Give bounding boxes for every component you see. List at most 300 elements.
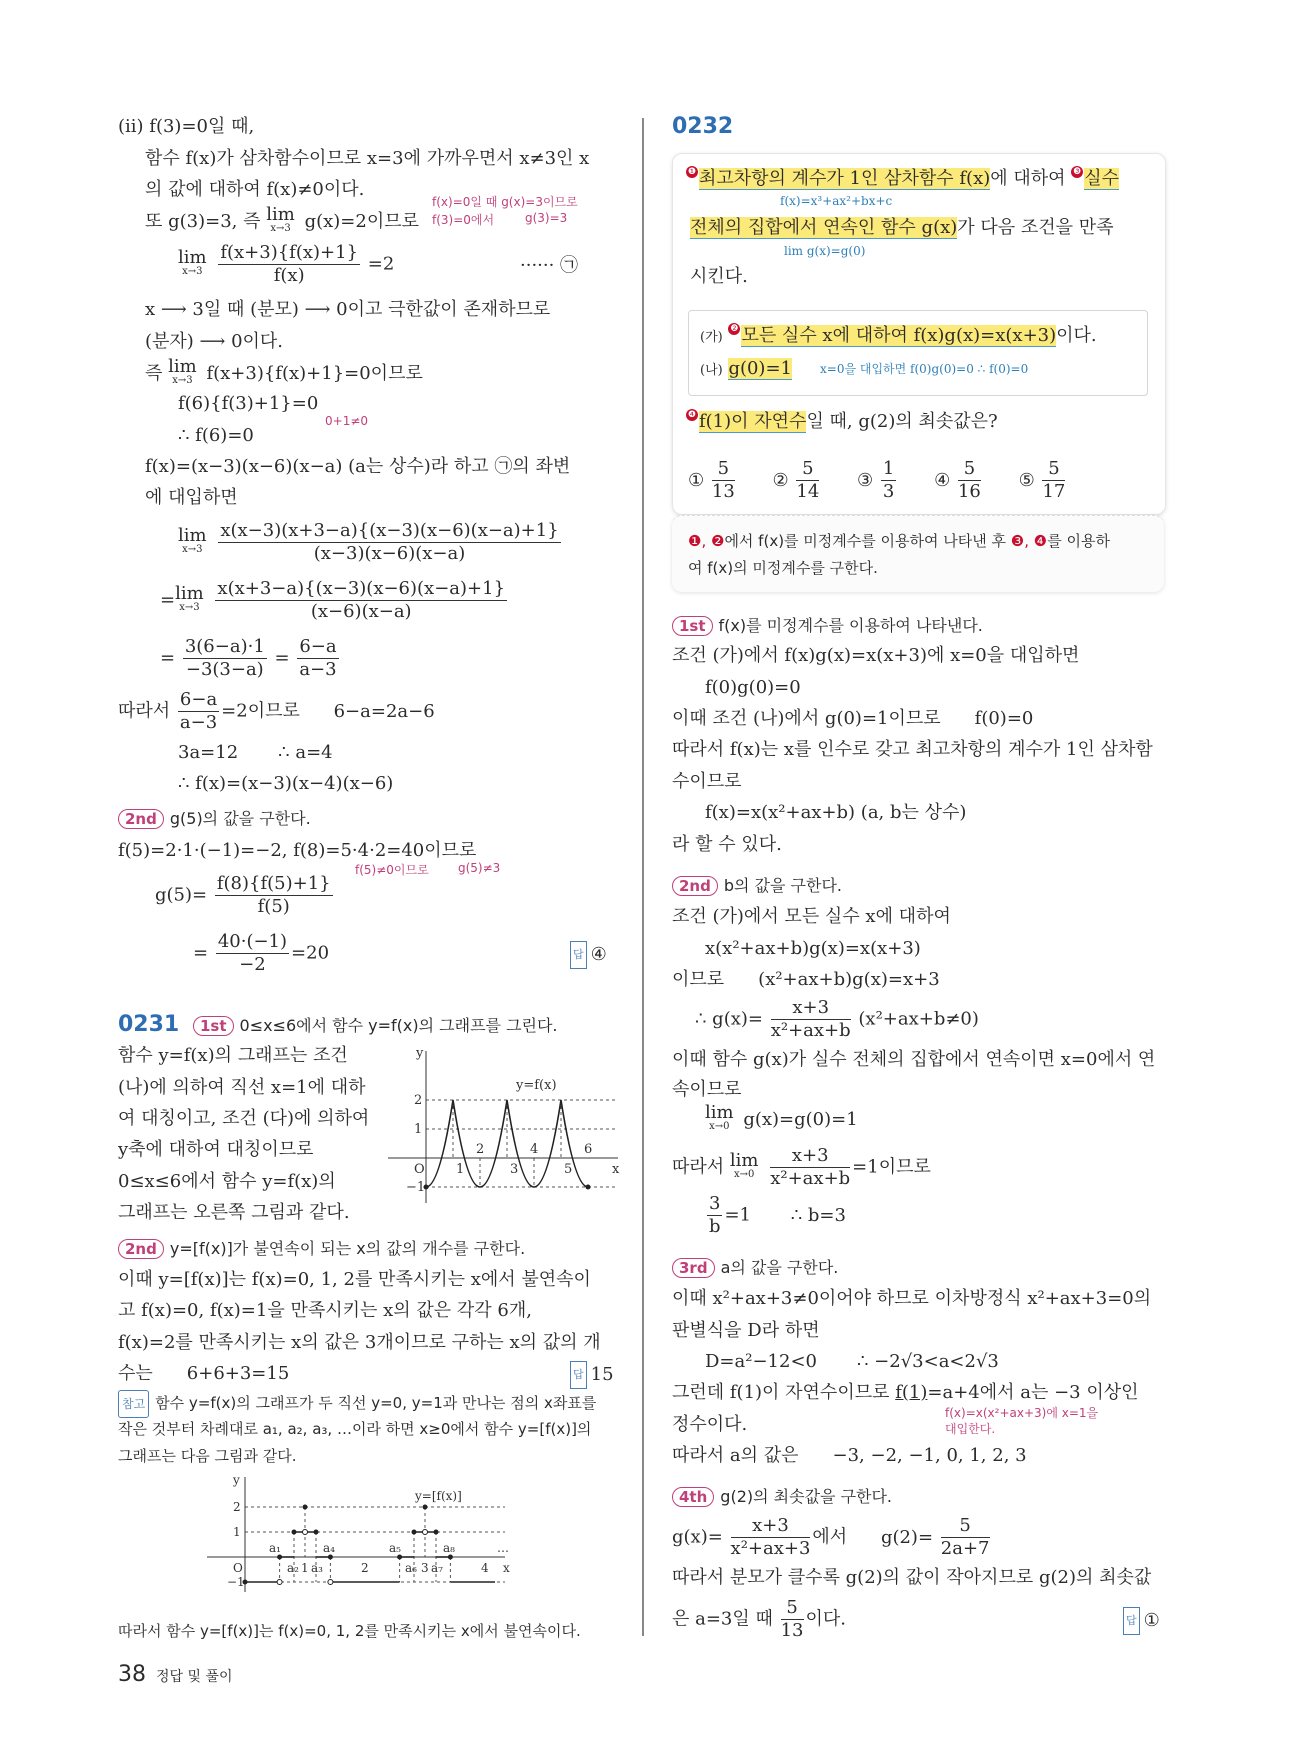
- denominator: 3: [882, 481, 895, 502]
- answer-icon: 답: [570, 1361, 587, 1389]
- question-line: 시킨다.: [690, 266, 748, 287]
- question-line: [690, 215, 1114, 241]
- lim-sub: x→3: [270, 223, 291, 234]
- numerator: x+3: [771, 997, 851, 1020]
- numerator: 6−a: [299, 636, 337, 657]
- lim-word: lim: [705, 1102, 734, 1123]
- y-tick: 1: [233, 1525, 241, 1539]
- text-line: [672, 706, 1033, 732]
- annotation-note: g(5)≠3: [458, 861, 501, 875]
- case-heading: (ii) f(3)=0일 때,: [118, 116, 255, 137]
- numerator: 5: [958, 458, 981, 481]
- x-tick: 4: [530, 1142, 539, 1157]
- step-heading: [672, 873, 842, 899]
- text-line: 정수이다.: [672, 1414, 748, 1435]
- highlight: g(0)=1: [728, 358, 792, 379]
- text: 이다.: [805, 1608, 847, 1630]
- text: =: [160, 647, 176, 669]
- lim-sub: x→0: [734, 1168, 755, 1180]
- answer-value: 15: [590, 1364, 614, 1385]
- numerator: 5: [712, 458, 735, 481]
- problem-heading: [118, 1012, 558, 1039]
- text: 에서: [812, 1526, 848, 1548]
- hint-line: [688, 528, 1110, 554]
- step-title: y=[f(x)]가 불연속이 되는 x의 값의 개수를 구한다.: [169, 1239, 526, 1258]
- text-line: 0≤x≤6에서 함수 y=f(x)의: [118, 1171, 336, 1192]
- denominator: 16: [957, 481, 981, 502]
- text-line: [672, 1380, 1139, 1406]
- text-line: 이때 함수 g(x)가 실수 전체의 집합에서 연속이면 x=0에서 연: [672, 1049, 1156, 1070]
- question-line: [686, 409, 998, 435]
- marker-icons: ❸, ❹: [1010, 532, 1048, 550]
- fraction: [216, 931, 289, 976]
- text: 이므로: [672, 969, 725, 990]
- step-title: f(x)를 미정계수를 이용하여 나타낸다.: [718, 616, 983, 635]
- denominator: x²+ax+b: [770, 1020, 851, 1041]
- text: g(5)=: [155, 884, 208, 906]
- text-line: 따라서 f(x)는 x를 인수로 갖고 최고차항의 계수가 1인 삼차함: [672, 739, 1153, 760]
- text-line: [145, 204, 419, 236]
- text: 3a=12: [178, 742, 239, 763]
- text-line: 따라서 분모가 클수록 g(2)의 값이 작아지므로 g(2)의 최솟값: [672, 1567, 1152, 1588]
- lim-word: lim: [178, 524, 207, 546]
- marker-icons: ❶, ❷: [688, 532, 725, 550]
- denominator: x²+ax+3: [730, 1538, 811, 1559]
- fraction: [215, 873, 333, 918]
- step-heading: [672, 1484, 892, 1510]
- equation: [695, 997, 979, 1042]
- denominator: 2a+7: [940, 1538, 990, 1559]
- problem-number: 0231: [118, 1012, 180, 1037]
- a-label: a₈: [443, 1541, 455, 1555]
- annotation-note: f(x)=x(x²+ax+3)에 x=1을: [945, 1406, 1099, 1420]
- text: =a+4에서 a는 −3 이상인: [927, 1382, 1139, 1403]
- y-tick: 1: [414, 1122, 423, 1137]
- curve-label: y=f(x): [516, 1078, 557, 1093]
- answer: [570, 1361, 614, 1389]
- answer: [1123, 1607, 1160, 1635]
- lim-word: lim: [729, 1149, 759, 1171]
- choice-mark: ②: [772, 469, 789, 491]
- y-tick: 2: [414, 1093, 423, 1108]
- text: 따라서: [672, 1156, 725, 1178]
- note-badge: 참고: [118, 1390, 149, 1418]
- limit: [168, 356, 197, 388]
- y-tick: −1: [406, 1180, 426, 1195]
- text: 그런데 f(1)이 자연수이므로: [672, 1382, 890, 1403]
- lim-word: lim: [266, 204, 295, 225]
- step-badge: 1st: [672, 616, 713, 636]
- step-badge: 1st: [193, 1016, 234, 1036]
- denominator: f(x): [273, 265, 305, 286]
- denominator: 14: [796, 481, 820, 502]
- text: f(x+3){f(x)+1}=0이므로: [206, 363, 423, 384]
- text: ∴ g(x)=: [695, 1008, 763, 1030]
- equation: f(x)=x(x²+ax+b) (a, b는 상수): [705, 802, 967, 823]
- problem-number-text: 0232: [672, 114, 734, 139]
- x-tick: 3: [421, 1561, 429, 1575]
- text-line: 이때 x²+ax+3≠0이어야 하므로 이차방정식 x²+ax+3=0의: [672, 1288, 1152, 1309]
- choice-4[interactable]: [934, 458, 983, 502]
- annotation-note: 대입한다.: [945, 1422, 996, 1436]
- ellipsis: …: [497, 1541, 509, 1555]
- text-line: f(x)=2를 만족시키는 x의 값은 3개이므로 구하는 x의 값의 개: [118, 1332, 601, 1353]
- equation: [160, 578, 509, 623]
- equation: x(x²+ax+b)g(x)=x(x+3): [705, 938, 921, 959]
- numerator: x+3: [731, 1515, 811, 1538]
- denominator: 17: [1042, 481, 1066, 502]
- equation: [705, 1349, 999, 1375]
- text: g(x)=2이므로: [304, 211, 419, 232]
- y-tick: 2: [233, 1500, 241, 1514]
- numerator: x+3: [770, 1145, 850, 1168]
- a-label: a₆: [405, 1561, 417, 1575]
- column-divider: [642, 118, 644, 1636]
- conclusion-line: 따라서 함수 y=[f(x)]는 f(x)=0, 1, 2를 만족시키는 x에서 불연속이다.: [118, 1622, 581, 1640]
- x-tick: 1: [456, 1162, 465, 1177]
- fraction: [881, 458, 896, 503]
- a-label: a₃: [311, 1561, 323, 1575]
- text-line: 그래프는 오른쪽 그림과 같다.: [118, 1202, 350, 1223]
- condition-label: (가): [700, 330, 723, 345]
- text-line: (나)에 의하여 직선 x=1에 대하: [118, 1077, 366, 1098]
- equation: [155, 873, 335, 918]
- text: 따라서: [118, 700, 171, 722]
- text: 수는: [118, 1363, 153, 1384]
- denominator: a−3: [299, 659, 337, 680]
- text: f(0)=0: [974, 708, 1034, 729]
- marker-2-icon: ❷: [730, 324, 739, 334]
- lim-sub: x→3: [182, 265, 203, 277]
- x-tick: 4: [481, 1561, 489, 1575]
- lim-sub: x→3: [182, 543, 203, 555]
- highlight: f(1)이 자연수: [699, 411, 807, 432]
- origin-label: O: [233, 1561, 243, 1575]
- lim-sub: x→3: [179, 601, 200, 613]
- question-line: [686, 166, 1119, 192]
- equation: [160, 636, 341, 681]
- text-line: [145, 356, 423, 388]
- lim-sub: x→3: [172, 375, 193, 386]
- fraction: [178, 689, 219, 734]
- text: 은 a=3일 때: [672, 1608, 773, 1630]
- text-line: 고 f(x)=0, f(x)=1을 만족시키는 x의 값은 각각 6개,: [118, 1300, 532, 1321]
- text-line: 판별식을 D라 하면: [672, 1320, 820, 1341]
- step-heading: [118, 1236, 525, 1262]
- text-line: 의 값에 대하여 f(x)≠0이다.: [145, 179, 365, 200]
- highlight: 모든 실수 x에 대하여 f(x)g(x)=x(x+3): [741, 325, 1057, 346]
- y-tick: −1: [227, 1575, 245, 1589]
- text: ∴ a=4: [278, 742, 333, 763]
- text: 가 다음 조건을 만족: [957, 217, 1114, 238]
- fraction: [712, 458, 735, 503]
- text: g(x)=g(0)=1: [743, 1109, 858, 1130]
- x-tick: 1: [301, 1561, 309, 1575]
- text-line: f(x)=(x−3)(x−6)(x−a) (a는 상수)라 하고 ㉠의 좌변: [145, 456, 571, 477]
- limit: [705, 1102, 734, 1134]
- text: 를 이용하: [1047, 532, 1110, 550]
- text: 즉: [145, 363, 163, 384]
- numerator: 5: [941, 1515, 990, 1538]
- text: =: [274, 647, 290, 669]
- note-line: 작은 것부터 차례대로 a₁, a₂, a₃, …이라 하면 x≥0에서 함수 y=[f(x)]의: [118, 1420, 592, 1438]
- limit: [266, 204, 295, 236]
- y-axis-label: y: [416, 1046, 424, 1061]
- step-badge: 3rd: [672, 1258, 715, 1278]
- denominator: 13: [711, 481, 735, 502]
- text: (x²+ax+b)g(x)=x+3: [758, 969, 940, 990]
- x-axis-label: x: [503, 1561, 510, 1575]
- numerator: 40·(−1): [217, 931, 288, 952]
- step-heading: [118, 806, 311, 832]
- guide-lines: [245, 1507, 505, 1582]
- equation: [705, 1102, 858, 1134]
- denominator: a−3: [179, 712, 218, 733]
- annotation-note: lim g(x)=g(0): [784, 244, 866, 258]
- text-line: 라 할 수 있다.: [672, 834, 782, 855]
- highlight: 최고차항의 계수가 1인 삼차함수 f(x): [699, 168, 991, 189]
- denominator: f(5): [257, 896, 290, 917]
- fraction: [796, 458, 819, 503]
- annotation-note: x=0을 대입하면 f(0)g(0)=0 ∴ f(0)=0: [820, 362, 1029, 376]
- text: −3, −2, −1, 0, 1, 2, 3: [832, 1445, 1027, 1466]
- fraction: [770, 1145, 850, 1190]
- x-tick: 2: [476, 1142, 485, 1157]
- annotation-note: f(3)=0에서: [432, 213, 495, 227]
- step-title: 0≤x≤6에서 함수 y=f(x)의 그래프를 그린다.: [239, 1016, 558, 1035]
- text-line: 수이므로: [672, 771, 742, 792]
- equation: [178, 520, 563, 565]
- x-tick: 6: [584, 1142, 593, 1157]
- text: (x²+ax+b≠0): [858, 1008, 979, 1030]
- fraction: [218, 520, 560, 565]
- step-badge: 2nd: [118, 1239, 164, 1259]
- annotation-note: f(5)≠0이므로: [355, 863, 429, 877]
- choice-5[interactable]: [1018, 458, 1068, 502]
- a-label: a₅: [389, 1541, 401, 1555]
- annotation-note: f(x)=x³+ax²+bx+c: [780, 194, 893, 208]
- text-line: [672, 967, 940, 993]
- condition-label: (나): [700, 363, 723, 378]
- x-tick: 3: [510, 1162, 519, 1177]
- choice-mark: ③: [857, 469, 874, 491]
- denominator: (x−6)(x−a): [310, 601, 412, 622]
- lim-word: lim: [168, 356, 197, 377]
- text-line: x ⟶ 3일 때 (분모) ⟶ 0이고 극한값이 존재하므로: [145, 299, 551, 320]
- answer-icon: 답: [1123, 1607, 1140, 1635]
- text: =: [193, 942, 209, 964]
- choice-2[interactable]: [772, 458, 822, 502]
- page-number: 38: [118, 1662, 146, 1687]
- limit: [729, 1149, 759, 1182]
- annotation-note: g(3)=3: [525, 211, 568, 225]
- hint-line: 여 f(x)의 미정계수를 구한다.: [688, 559, 878, 577]
- text: 따라서 a의 값은: [672, 1445, 799, 1466]
- text: D=a²−12<0: [705, 1351, 817, 1372]
- step-title: g(2)의 최솟값을 구한다.: [720, 1487, 893, 1506]
- marker-1-icon: ❶: [687, 167, 697, 177]
- problem-number: [672, 114, 733, 141]
- text: =20: [291, 942, 330, 964]
- annotation-note: 0+1≠0: [325, 414, 369, 428]
- text-line: f(5)=2·1·(−1)=−2, f(8)=5·4·2=40이므로: [118, 840, 477, 861]
- text: 에 대하여: [990, 168, 1066, 189]
- fraction: [183, 636, 267, 681]
- numerator: x(x−3)(x+3−a){(x−3)(x−6)(x−a)+1}: [220, 520, 559, 541]
- text-line: [672, 1443, 1027, 1469]
- limit: [175, 582, 204, 615]
- highlight: 실수: [1084, 168, 1120, 189]
- step-heading: [672, 613, 983, 639]
- text: 6−a=2a−6: [333, 700, 435, 722]
- step-badge: 2nd: [118, 809, 164, 829]
- answer-icon: 답: [570, 941, 587, 969]
- answer-choices: [688, 458, 1067, 503]
- answer-value: ①: [1143, 1610, 1160, 1631]
- step-badge: 4th: [672, 1487, 714, 1507]
- text: =1: [724, 1204, 751, 1226]
- equation-tag: ······ ㉠: [520, 255, 579, 276]
- text: g(x)=: [672, 1526, 723, 1548]
- text-line: y축에 대하여 대칭이므로: [118, 1139, 314, 1160]
- a-label: a₇: [431, 1561, 443, 1575]
- condition-na: [700, 356, 792, 384]
- page-footer: [118, 1662, 233, 1690]
- note-text: 함수 y=f(x)의 그래프가 두 직선 y=0, y=1과 만나는 점의 x좌표를: [155, 1394, 597, 1412]
- a-label: a₄: [323, 1541, 335, 1555]
- limit: [178, 246, 207, 279]
- text-line: 함수 f(x)가 삼차함수이므로 x=3에 가까우면서 x≠3인 x: [145, 148, 590, 169]
- endpoint: [586, 1185, 591, 1190]
- text: 일 때, g(2)의 최솟값은?: [806, 411, 998, 432]
- text: =1이므로: [852, 1156, 931, 1178]
- step-heading: [672, 1255, 838, 1281]
- fraction: [771, 997, 851, 1042]
- text: =: [160, 589, 176, 611]
- a-label: a₂: [287, 1561, 299, 1575]
- text-line: [118, 1361, 289, 1387]
- lim-sub: x→0: [709, 1121, 730, 1132]
- choice-1[interactable]: [688, 458, 737, 502]
- equation: [672, 1515, 992, 1560]
- condition-ga: [700, 323, 1097, 351]
- fraction: [215, 578, 507, 623]
- equation: [705, 1193, 846, 1238]
- fraction: [297, 636, 338, 681]
- step-badge: 2nd: [672, 876, 718, 896]
- text: =2이므로: [221, 700, 300, 722]
- lim-word: lim: [175, 582, 204, 604]
- text: ∴ b=3: [790, 1204, 846, 1226]
- denominator: b: [708, 1216, 721, 1237]
- step-title: b의 값을 구한다.: [723, 876, 843, 895]
- text-line: 이때 y=[f(x)]는 f(x)=0, 1, 2를 만족시키는 x에서 불연속이: [118, 1269, 591, 1290]
- text-line: [118, 689, 435, 734]
- origin-label: O: [414, 1162, 425, 1177]
- graph-floor-f: [205, 1472, 535, 1597]
- equation: [178, 740, 333, 766]
- numerator: f(8){f(5)+1}: [216, 873, 331, 894]
- equation: ∴ f(x)=(x−3)(x−4)(x−6): [178, 773, 394, 794]
- equation: [193, 931, 329, 976]
- text-line: 에 대입하면: [145, 487, 238, 508]
- text-line: (분자) ⟶ 0이다.: [145, 331, 284, 352]
- numerator: f(x+3){f(x)+1}: [220, 242, 359, 263]
- curve-label: y=[f(x)]: [415, 1489, 462, 1503]
- x-tick: 2: [361, 1561, 369, 1575]
- text-line: 조건 (가)에서 f(x)g(x)=x(x+3)에 x=0을 대입하면: [672, 645, 1080, 666]
- text: 이때 조건 (나)에서 g(0)=1이므로: [672, 708, 941, 729]
- equation: f(6){f(3)+1}=0: [178, 393, 319, 414]
- numerator: 5: [781, 1597, 804, 1620]
- text-line: 함수 y=f(x)의 그래프는 조건: [118, 1045, 348, 1066]
- text: g(2)=: [880, 1526, 934, 1548]
- choice-3[interactable]: [857, 458, 898, 502]
- fraction: [958, 458, 981, 503]
- text: =2: [367, 253, 395, 275]
- x-tick: 5: [564, 1162, 573, 1177]
- text-line: 속이므로: [672, 1079, 742, 1100]
- marker-3-icon: ❸: [1073, 167, 1082, 177]
- denominator: −3(3−a): [185, 659, 264, 680]
- denominator: x²+ax+b: [770, 1168, 851, 1189]
- numerator: 5: [1042, 458, 1065, 481]
- text-line: [672, 1145, 931, 1190]
- choice-mark: ④: [934, 469, 951, 491]
- a-label: a₁: [269, 1541, 281, 1555]
- choice-mark: ①: [688, 469, 705, 491]
- text: ∴ −2√3<a<2√3: [856, 1351, 999, 1372]
- equation: f(0)g(0)=0: [705, 677, 801, 698]
- numerator: 3: [709, 1193, 721, 1214]
- numerator: 6−a: [179, 689, 218, 710]
- choice-mark: ⑤: [1018, 469, 1035, 491]
- step-title: g(5)의 값을 구한다.: [169, 809, 311, 828]
- numerator: x(x+3−a){(x−3)(x−6)(x−a)+1}: [217, 578, 506, 599]
- fraction: [731, 1515, 811, 1560]
- equation: [178, 242, 394, 287]
- fraction: [218, 242, 360, 287]
- text-line: [672, 1597, 846, 1642]
- text: 또 g(3)=3, 즉: [145, 211, 261, 232]
- text: 에서 f(x)를 미정계수를 이용하여 나타낸 후: [724, 532, 1006, 550]
- denominator: (x−3)(x−6)(x−a): [313, 543, 466, 564]
- numerator: 1: [882, 458, 895, 479]
- equation: ∴ f(6)=0: [178, 425, 254, 446]
- numerator: 5: [796, 458, 819, 481]
- lim-word: lim: [178, 246, 207, 268]
- denominator: −2: [239, 954, 266, 975]
- text-line: 조건 (가)에서 모든 실수 x에 대하여: [672, 906, 951, 927]
- x-axis-label: x: [612, 1162, 620, 1177]
- text: 6+6+3=15: [186, 1363, 290, 1384]
- y-axis-label: y: [233, 1473, 240, 1487]
- marker-4-icon: ❹: [687, 410, 697, 420]
- denominator: 13: [780, 1620, 804, 1641]
- note-line: [118, 1390, 596, 1418]
- note-line: 그래프는 다음 그림과 같다.: [118, 1447, 297, 1465]
- fraction: [1042, 458, 1065, 503]
- footer-label: 정답 및 풀이: [156, 1669, 233, 1685]
- fraction: [941, 1515, 990, 1560]
- text-line: 여 대칭이고, 조건 (다)에 의하여: [118, 1108, 370, 1129]
- step-title: a의 값을 구한다.: [720, 1258, 839, 1277]
- answer: [570, 941, 607, 969]
- answer-value: ④: [590, 944, 607, 965]
- underlined-text: f(1): [895, 1382, 928, 1403]
- fraction: [707, 1193, 722, 1238]
- annotation-note: f(x)=0일 때 g(x)=3이므로: [432, 195, 578, 209]
